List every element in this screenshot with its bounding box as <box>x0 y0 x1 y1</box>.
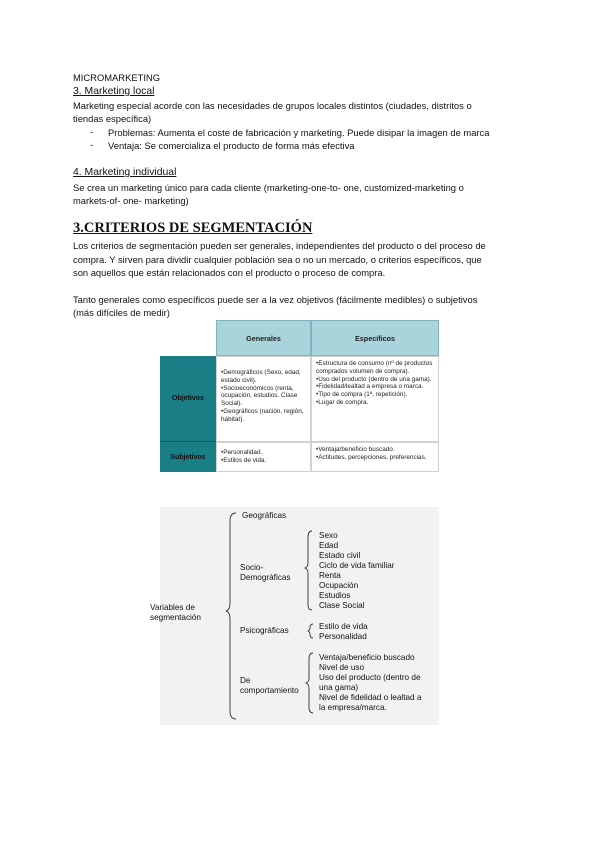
marketing-local-heading: 3. Marketing local <box>73 86 155 97</box>
bullet-dash: - <box>90 139 94 150</box>
table-item: •Tipo de compra (1ª, repetición). <box>316 391 408 399</box>
table-item: •Fidelidad/lealtad a empresa o marca. <box>316 383 424 391</box>
criterios-paragraph: son aquellos que están relacionados con el producto o proceso de compra. <box>73 267 386 278</box>
table-item: •Uso del producto (dentro de una gama). <box>316 375 432 383</box>
list-item: Nivel de fidelidad o lealtad a <box>319 693 422 702</box>
cell-objetivos-especificos <box>311 356 439 442</box>
list-item: Personalidad <box>319 632 367 641</box>
list-item: Ventaja/beneficio buscado <box>319 653 415 662</box>
bullet-ventaja: Ventaja: Se comercializa el producto de forma más efectiva <box>108 140 355 151</box>
list-item: Uso del producto (dentro de <box>319 673 421 682</box>
psico-brace <box>308 624 313 638</box>
list-item: Ciclo de vida familiar <box>319 561 395 570</box>
list-item: Estilo de vida <box>319 622 368 631</box>
list-item: Estado civil <box>319 551 361 560</box>
criterios-paragraph-2: (más difíciles de medir) <box>73 307 170 318</box>
list-item: Ocupación <box>319 581 359 590</box>
socio-label: Demográficas <box>240 573 291 582</box>
socio-label: Socio- <box>240 563 264 572</box>
comp-label: comportamiento <box>240 686 299 695</box>
comp-items <box>319 653 421 713</box>
cell-objetivos-generales <box>216 356 311 442</box>
list-item: Edad <box>319 541 339 550</box>
bullet-dash: - <box>90 126 94 137</box>
table-item: •Estilos de vida. <box>221 456 267 464</box>
segmentation-diagram <box>150 507 439 725</box>
cell-subjetivos-especificos <box>311 442 439 472</box>
col-header-especificos: Específicos <box>311 320 439 356</box>
table-item: •Geográficos (nación, región, hábitat). <box>221 407 304 423</box>
table-item: •Ventaja/beneficio buscado. <box>316 446 395 453</box>
list-item: Estudios <box>319 591 351 600</box>
table-item: •Estructura de consumo (nº de productos comprados volumen de compra). <box>316 360 433 375</box>
comp-label: De <box>240 676 251 685</box>
comp-brace <box>306 653 313 713</box>
marketing-individual-text: markets-of- one- marketing) <box>73 195 189 206</box>
criterios-paragraph-2: Tanto generales como específicos puede ser a la vez objetivos (fácilmente medibles) o subjetivos <box>73 294 478 305</box>
sociodemograficas-label <box>240 563 291 583</box>
psico-items <box>319 622 368 642</box>
table-item: •Personalidad. <box>221 449 263 456</box>
marketing-individual-heading: 4. Marketing individual <box>73 167 177 178</box>
row-header-subjetivos: Subjetivos <box>160 442 216 472</box>
criterios-paragraph: Los criterios de segmentación pueden ser generales, independientes del producto o del proceso de <box>73 240 486 251</box>
psicograficas-label: Psicográficas <box>240 626 289 635</box>
col-header-generales: Generales <box>216 320 311 356</box>
table-item: •Actitudes, percepciones, preferencias. <box>316 453 427 461</box>
marketing-local-text: tiendas específica) <box>73 113 152 124</box>
table-corner <box>160 320 216 356</box>
geograficas-label: Geográficas <box>242 511 287 520</box>
criterios-paragraph: compra. Y sirven para dividir cualquier población sea o no un mercado, o criterios específicos, que <box>73 254 482 265</box>
bullet-problemas: Problemas: Aumenta el coste de fabricación y marketing. Puede disipar la imagen de marca <box>108 127 490 138</box>
root-label: segmentación <box>150 613 201 622</box>
list-item: la empresa/marca. <box>319 703 387 712</box>
marketing-local-text: Marketing especial acorde con las necesidades de grupos locales distintos (ciudades, distritos o <box>73 100 472 111</box>
row-header-objetivos: Objetivos <box>160 356 216 442</box>
marketing-individual-text: Se crea un marketing único para cada cliente (marketing-one-to- one, customized-marketing o <box>73 182 464 193</box>
table-item: •Socioeconómicos (renta, ocupación, estudios. Clase Social). <box>221 384 298 408</box>
diagram-root <box>150 603 201 623</box>
section-title: MICROMARKETING <box>73 72 160 83</box>
cell-subjetivos-generales <box>216 442 311 472</box>
list-item: Renta <box>319 571 341 580</box>
list-item: una gama) <box>319 683 359 692</box>
comportamiento-label <box>240 676 299 696</box>
socio-items <box>319 531 395 611</box>
list-item: Clase Social <box>319 601 365 610</box>
main-brace <box>226 513 236 719</box>
criterios-heading: 3.CRITERIOS DE SEGMENTACIÓN <box>73 220 313 236</box>
socio-brace <box>305 531 312 610</box>
table-item: •Lugar de compra. <box>316 398 369 406</box>
table-item: •Demográficos (Sexo, edad, estado civil). <box>221 369 301 384</box>
criteria-table <box>160 320 439 472</box>
root-label: Variables de <box>150 603 195 612</box>
list-item: Sexo <box>319 531 338 540</box>
list-item: Nivel de uso <box>319 663 365 672</box>
